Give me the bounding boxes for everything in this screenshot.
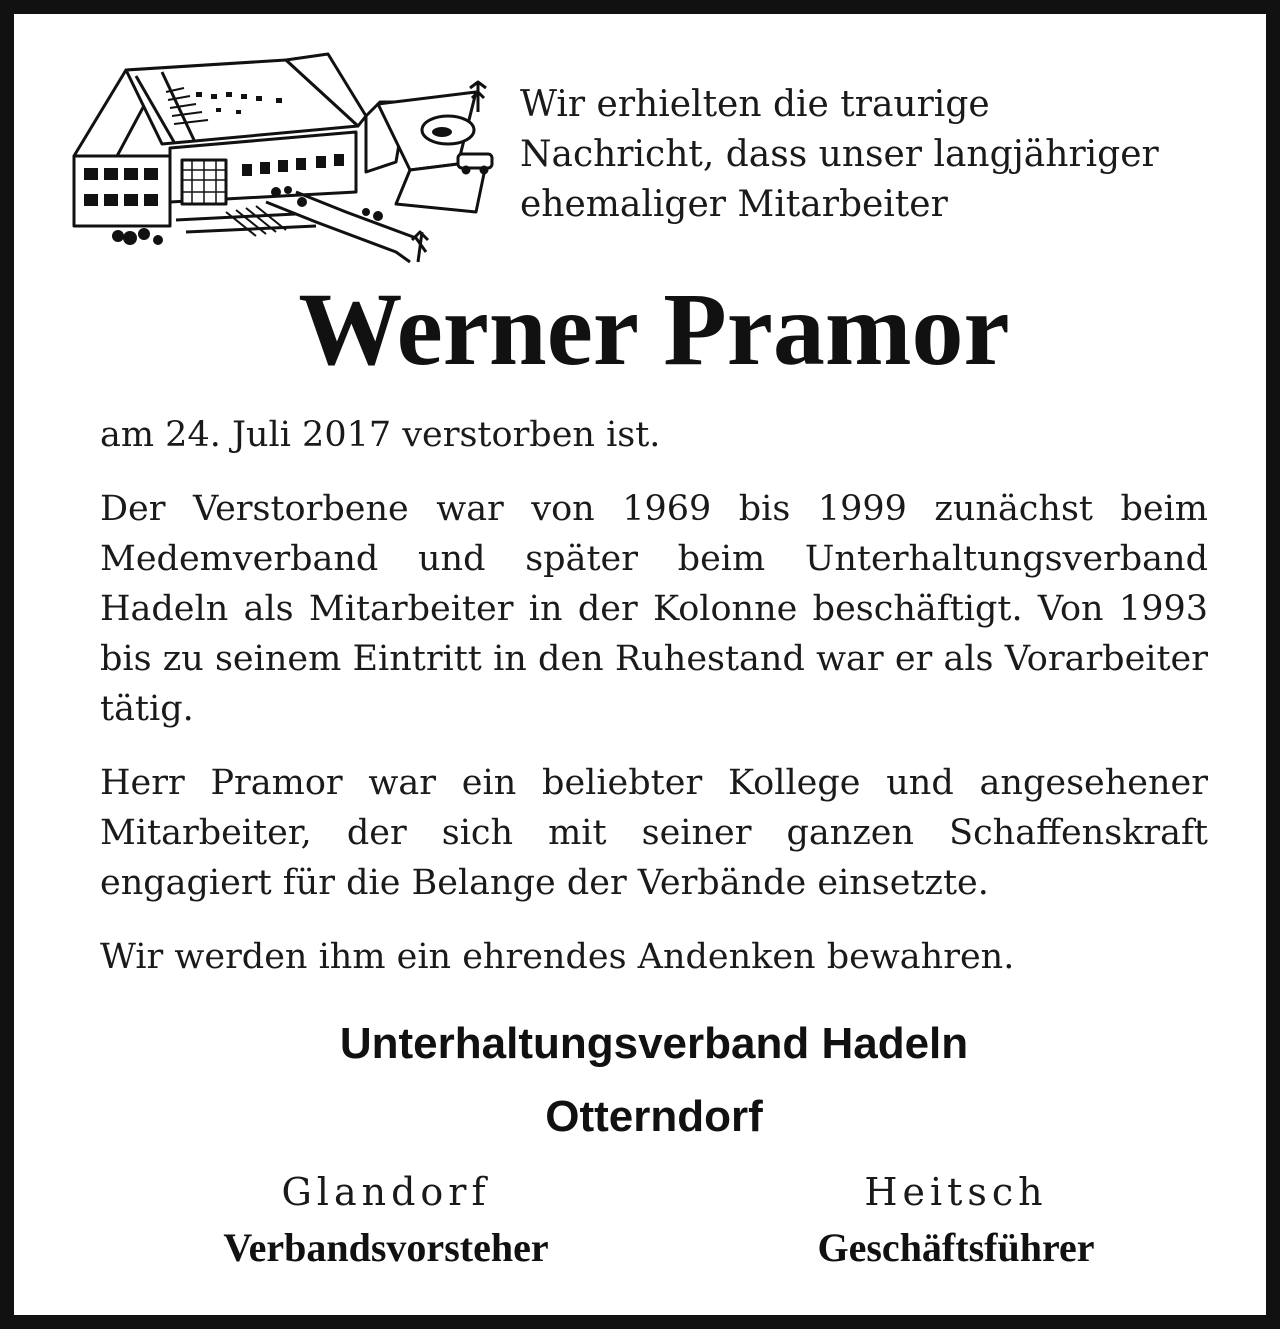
signatory-title: Geschäftsführer <box>817 1225 1095 1270</box>
deceased-name: Werner Pramor <box>298 272 1010 387</box>
signatory-left <box>106 1164 666 1276</box>
intro-line: ehemaliger Mitarbeiter <box>520 184 948 225</box>
organization-city: Otterndorf <box>545 1092 763 1141</box>
signatory-name: Glandorf <box>281 1170 491 1214</box>
body-paragraph: Der Verstorbene war von 1969 bis 1999 zunächst beim Medemverband und später beim Unterhaltungsverband Hadeln als Mitarbeiter in der Kolonne beschäftigt. Von 1993 bis zu seinem Eintritt in den Ruhestand war er als Vorarbeiter tätig. <box>100 489 1208 729</box>
intro-line: Wir erhielten die traurige <box>520 84 990 125</box>
body-paragraph: am 24. Juli 2017 verstorben ist. <box>100 415 661 455</box>
organization-name: Unterhaltungsverband Hadeln <box>339 1019 969 1068</box>
intro-text <box>520 80 1240 230</box>
signatory-title: Verbandsvorsteher <box>223 1225 549 1270</box>
signatory-right <box>676 1164 1236 1276</box>
body-paragraph: Herr Pramor war ein beliebter Kollege und angesehener Mitarbeiter, der sich mit seiner ganzen Schaffenskraft engagiert für die Belange der Verbände einsetzte. <box>100 763 1208 903</box>
body-paragraph: Wir werden ihm ein ehrendes Andenken bewahren. <box>100 937 1015 977</box>
farmhouse-illustration-icon <box>66 52 506 264</box>
intro-line: Nachricht, dass unser langjähriger <box>520 134 1159 175</box>
signatory-name: Heitsch <box>864 1170 1048 1214</box>
obituary-body <box>100 410 1208 982</box>
